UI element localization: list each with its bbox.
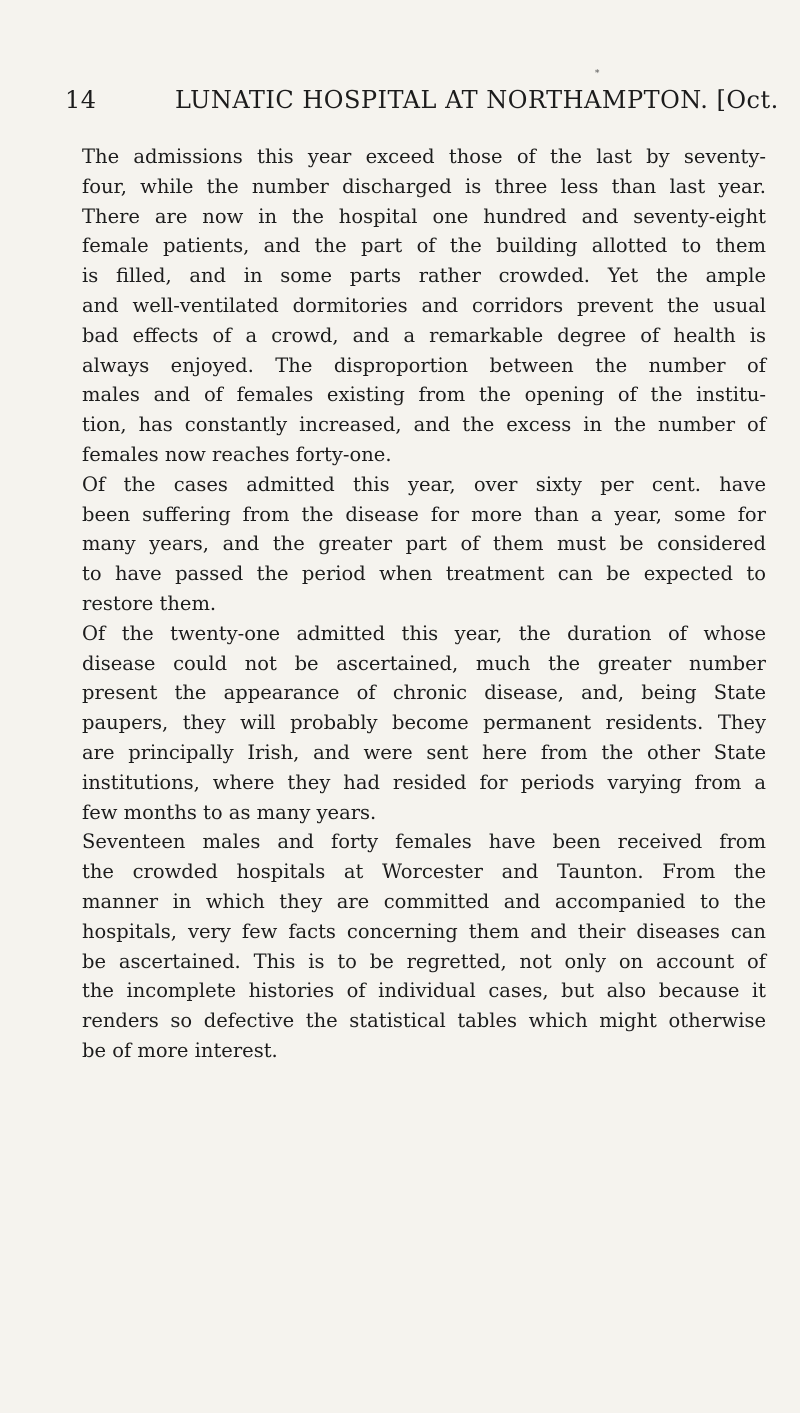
page-header: [65, 86, 779, 116]
running-title: LUNATIC HOSPITAL AT NORTHAMPTON. [Oct.: [175, 86, 779, 114]
text-line: paupers, they will probably become permanent residents. They: [82, 711, 766, 735]
text-line: bad effects of a crowd, and a remarkable degree of health is: [82, 323, 766, 347]
text-line: be of more interest.: [82, 1038, 278, 1062]
text-line: present the appearance of chronic disease, and, being State: [82, 681, 766, 705]
paragraph: [82, 470, 766, 619]
paragraph: [82, 619, 766, 828]
text-line: female patients, and the part of the building allotted to them: [82, 234, 766, 258]
body-text: [82, 142, 766, 1066]
text-line: disease could not be ascertained, much the greater number: [82, 651, 766, 675]
text-line: The admissions this year exceed those of the last by seventy-: [82, 145, 766, 168]
printer-mark: ∗: [594, 67, 601, 77]
text-line: restore them.: [82, 591, 217, 615]
paragraph: [82, 142, 766, 470]
text-line: be ascertained. This is to be regretted, not only on account of: [82, 949, 766, 973]
text-line: manner in which they are committed and accompanied to the: [82, 889, 766, 913]
text-line: females now reaches forty-one.: [82, 442, 392, 466]
text-line: tion, has constantly increased, and the excess in the number of: [82, 413, 766, 437]
text-line: There are now in the hospital one hundred and seventy-eight: [82, 204, 766, 228]
text-line: to have passed the period when treatment can be expected to: [82, 562, 766, 586]
text-line: males and of females existing from the opening of the institu-: [82, 383, 766, 407]
text-line: few months to as many years.: [82, 800, 377, 824]
text-line: Seventeen males and forty females have been received from: [82, 830, 766, 854]
text-line: the crowded hospitals at Worcester and Taunton. From the: [82, 860, 766, 884]
page-number: 14: [65, 86, 97, 114]
text-line: are principally Irish, and were sent here from the other State: [82, 740, 766, 764]
text-line: the incomplete histories of individual cases, but also because it: [82, 979, 766, 1003]
paragraph: [82, 827, 766, 1065]
text-line: and well-ventilated dormitories and corridors prevent the usual: [82, 293, 766, 317]
text-line: Of the cases admitted this year, over sixty per cent. have: [82, 472, 766, 496]
text-line: four, while the number discharged is three less than last year.: [82, 174, 766, 198]
text-line: Of the twenty-one admitted this year, the duration of whose: [82, 621, 766, 645]
text-line: is filled, and in some parts rather crowded. Yet the ample: [82, 264, 766, 288]
text-line: renders so defective the statistical tables which might otherwise: [82, 1009, 766, 1033]
text-line: always enjoyed. The disproportion between the number of: [82, 353, 766, 377]
text-line: hospitals, very few facts concerning them and their diseases can: [82, 919, 766, 943]
text-line: many years, and the greater part of them must be considered: [82, 532, 766, 556]
text-line: been suffering from the disease for more than a year, some for: [82, 502, 766, 526]
text-line: institutions, where they had resided for periods varying from a: [82, 770, 766, 794]
